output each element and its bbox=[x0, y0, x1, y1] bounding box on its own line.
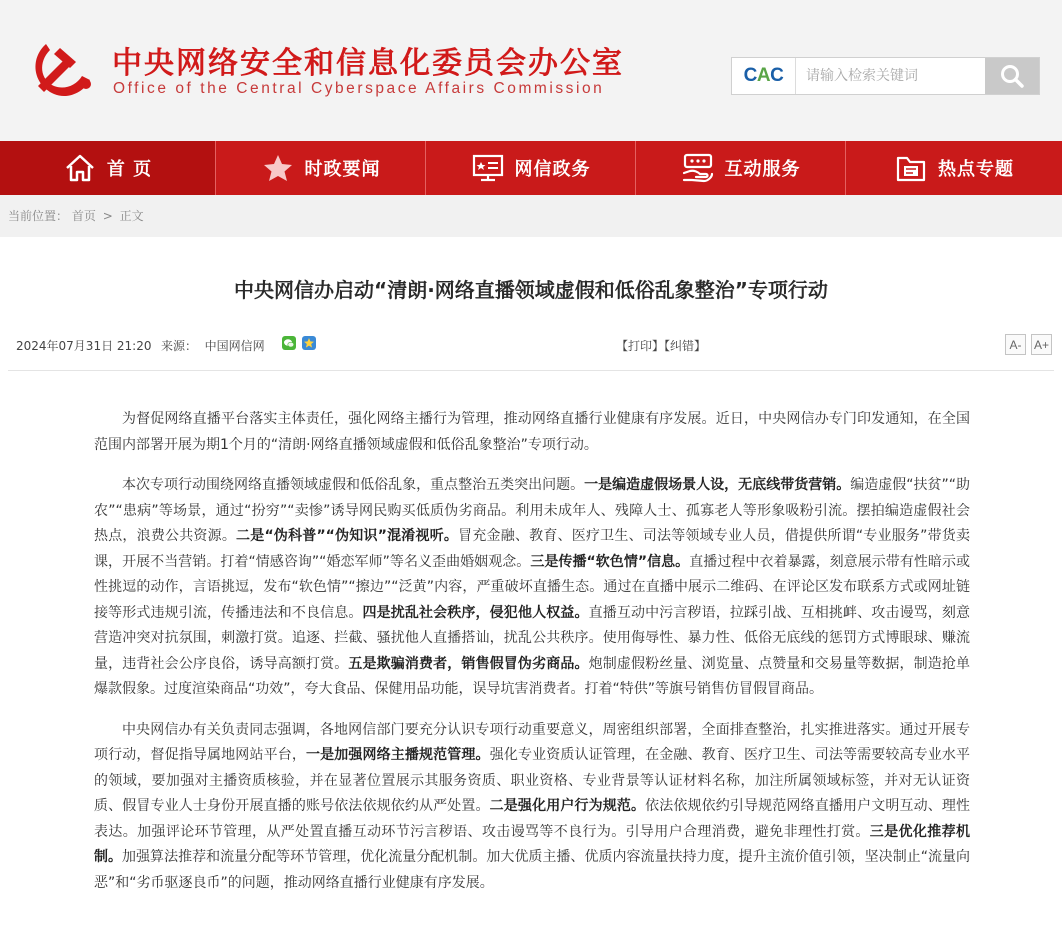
paragraph-text: 强化专业资质认证管理，在金融、教育、医疗卫生、司法等需要较高专业水平的领域，要加强对主播资质核验，并在显著位置展示其服务资质、职业资格、专业背景等认证材料名称，加注所属领域标签，并对无认证资质、假冒专业人士身份开展直播的账号依法依规依约从严处置。 bbox=[94, 747, 971, 814]
breadcrumb-home-link[interactable]: 首页 bbox=[71, 209, 96, 223]
paragraph-bold-text: 三是优化推荐机制。 bbox=[94, 823, 970, 865]
paragraph-bold-text: 三是传播“软色情”信息。 bbox=[530, 553, 690, 570]
article-title: 中央网信办启动“清朗·网络直播领域虚假和低俗乱象整治”专项行动 bbox=[234, 278, 828, 302]
paragraph-text: 炮制虚假粉丝量、浏览量、点赞量和交易量等数据，制造抢单爆款假象。过度渲染商品“功效”，夸大食品、保健用品功能，误导坑害消费者。打着“特供”等旗号销售仿冒假冒商品。 bbox=[94, 655, 971, 697]
nav-label: 互动服务 bbox=[724, 159, 801, 180]
nav-item-affairs[interactable] bbox=[426, 141, 636, 195]
paragraph-bold-text: 五是欺骗消费者，销售假冒伪劣商品。 bbox=[348, 655, 589, 672]
article-actions bbox=[616, 337, 706, 354]
paragraph-text: 加强算法推荐和流量分配等环节管理，优化流量分配机制。加大优质主播、优质内容流量扶持力度，提升主流价值引领，坚决制止“流量向恶”和“劣币驱逐良币”的问题，推动网络直播行业健康有序发展。 bbox=[94, 849, 971, 891]
nav-label: 时政要闻 bbox=[304, 159, 381, 180]
source-name: 中国网信网 bbox=[204, 339, 265, 353]
paragraph-bold-text: 一是编造虚假场景人设，无底线带货营销。 bbox=[584, 477, 851, 493]
handshake-icon bbox=[681, 151, 715, 185]
paragraph-text: 直播过程中衣着暴露，刻意展示带有性暗示或性挑逗的动作，言语挑逗，发布“软色情”“擦边”“泛黄”内容，严重破坏直播生态。通过在直播中展示二维码、在评论区发布联系方式或网址链接等形式违规引流，传播违法和不良信息。 bbox=[94, 553, 971, 621]
paragraph-bold-text: 四是扰乱社会秩序，侵犯他人权益。 bbox=[362, 604, 589, 621]
breadcrumb-current: 正文 bbox=[119, 209, 144, 223]
site-header bbox=[0, 0, 1062, 141]
paragraph-text: 为督促网络直播平台落实主体责任，强化网络主播行为管理，推动网络直播行业健康有序发展。近日，中央网信办专门印发通知，在全国范围内部署开展为期1个月的“清朗·网络直播领域虚假和低俗乱象整治”专项行动。 bbox=[94, 411, 970, 453]
publish-date: 2024年07月31日 21:20 bbox=[16, 339, 152, 353]
party-emblem-icon[interactable] bbox=[24, 32, 96, 104]
article-meta bbox=[0, 332, 1062, 358]
paragraph-text: 冒充金融、教育、医疗卫生、司法等领域专业人员，借提供所谓“专业服务”带货卖课，开展不当营销。打着“情感咨询”“婚恋军师”等名义歪曲婚姻观念。 bbox=[94, 528, 970, 570]
folder-icon bbox=[894, 151, 928, 185]
qzone-share-icon[interactable] bbox=[302, 336, 316, 350]
nav-item-topics[interactable] bbox=[846, 141, 1062, 195]
article-paragraph bbox=[94, 718, 970, 897]
screen-icon bbox=[471, 151, 505, 185]
home-icon bbox=[63, 151, 97, 185]
nav-label: 热点专题 bbox=[938, 159, 1014, 180]
source-label: 来源： bbox=[161, 339, 198, 353]
breadcrumb bbox=[0, 195, 1062, 237]
print-link[interactable]: 【打印】 bbox=[616, 339, 665, 353]
search-button[interactable] bbox=[985, 58, 1039, 94]
search-box bbox=[731, 57, 1040, 95]
paragraph-bold-text: 二是“伪科普”“伪知识”混淆视听。 bbox=[236, 528, 459, 544]
breadcrumb-separator: > bbox=[102, 209, 113, 223]
paragraph-bold-text: 一是加强网络主播规范管理。 bbox=[305, 747, 490, 763]
paragraph-text: 编造虚假“扶贫”“助农”“患病”等场景，通过“扮穷”“卖惨”诱导网民购买低质伪劣商品。利用未成年人、残障人士、孤寡老人等形象吸粉引流。摆拍编造虚假社会热点，浪费公共资源。 bbox=[94, 477, 971, 544]
divider bbox=[8, 370, 1054, 371]
article-paragraph bbox=[94, 473, 970, 703]
star-icon bbox=[261, 151, 295, 185]
paragraph-bold-text: 二是强化用户行为规范。 bbox=[489, 798, 646, 814]
nav-item-home[interactable] bbox=[0, 141, 216, 195]
paragraph-text: 依法依规依约引导规范网络直播用户文明互动、理性表达。加强评论环节管理，从严处置直播互动环节污言秽语、攻击谩骂等不良行为。引导用户合理消费，避免非理性打赏。 bbox=[94, 798, 971, 840]
article-paragraph bbox=[94, 407, 970, 458]
cac-logo: C A C bbox=[732, 58, 796, 94]
font-decrease-button[interactable]: A- bbox=[1005, 334, 1026, 355]
search-icon bbox=[999, 63, 1025, 89]
paragraph-text: 本次专项行动围绕网络直播领域虚假和低俗乱象，重点整治五类突出问题。 bbox=[122, 477, 585, 493]
paragraph-text: 直播互动中污言秽语，拉踩引战、互相挑衅、攻击谩骂，刻意营造冲突对抗氛围，刺激打赏。追逐、拦截、骚扰他人直播搭讪，扰乱公共秩序。使用侮辱性、暴力性、低俗无底线的惩罚方式博眼球、赚流量，违背社会公序良俗，诱导高额打赏。 bbox=[94, 604, 971, 672]
nav-label: 网信政务 bbox=[514, 159, 591, 180]
wechat-share-icon[interactable] bbox=[282, 336, 296, 350]
correct-link[interactable]: 【纠错】 bbox=[664, 339, 707, 353]
site-subtitle: Office of the Central Cyberspace Affairs Commission bbox=[113, 80, 605, 97]
search-input[interactable] bbox=[798, 58, 986, 94]
main-nav bbox=[0, 141, 1062, 195]
paragraph-text: 中央网信办有关负责同志强调，各地网信部门要充分认识专项行动重要意义，周密组织部署，全面排查整治，扎实推进落实。通过开展专项行动，督促指导属地网站平台， bbox=[94, 721, 970, 763]
site-title: 中央网络安全和信息化委员会办公室 bbox=[112, 46, 624, 81]
nav-item-news[interactable] bbox=[216, 141, 426, 195]
breadcrumb-label: 当前位置： bbox=[8, 209, 69, 223]
article-source bbox=[161, 337, 265, 354]
nav-label: 首 页 bbox=[106, 159, 153, 180]
article-content bbox=[94, 407, 970, 911]
nav-item-interaction[interactable] bbox=[636, 141, 846, 195]
font-increase-button[interactable]: A+ bbox=[1031, 334, 1052, 355]
